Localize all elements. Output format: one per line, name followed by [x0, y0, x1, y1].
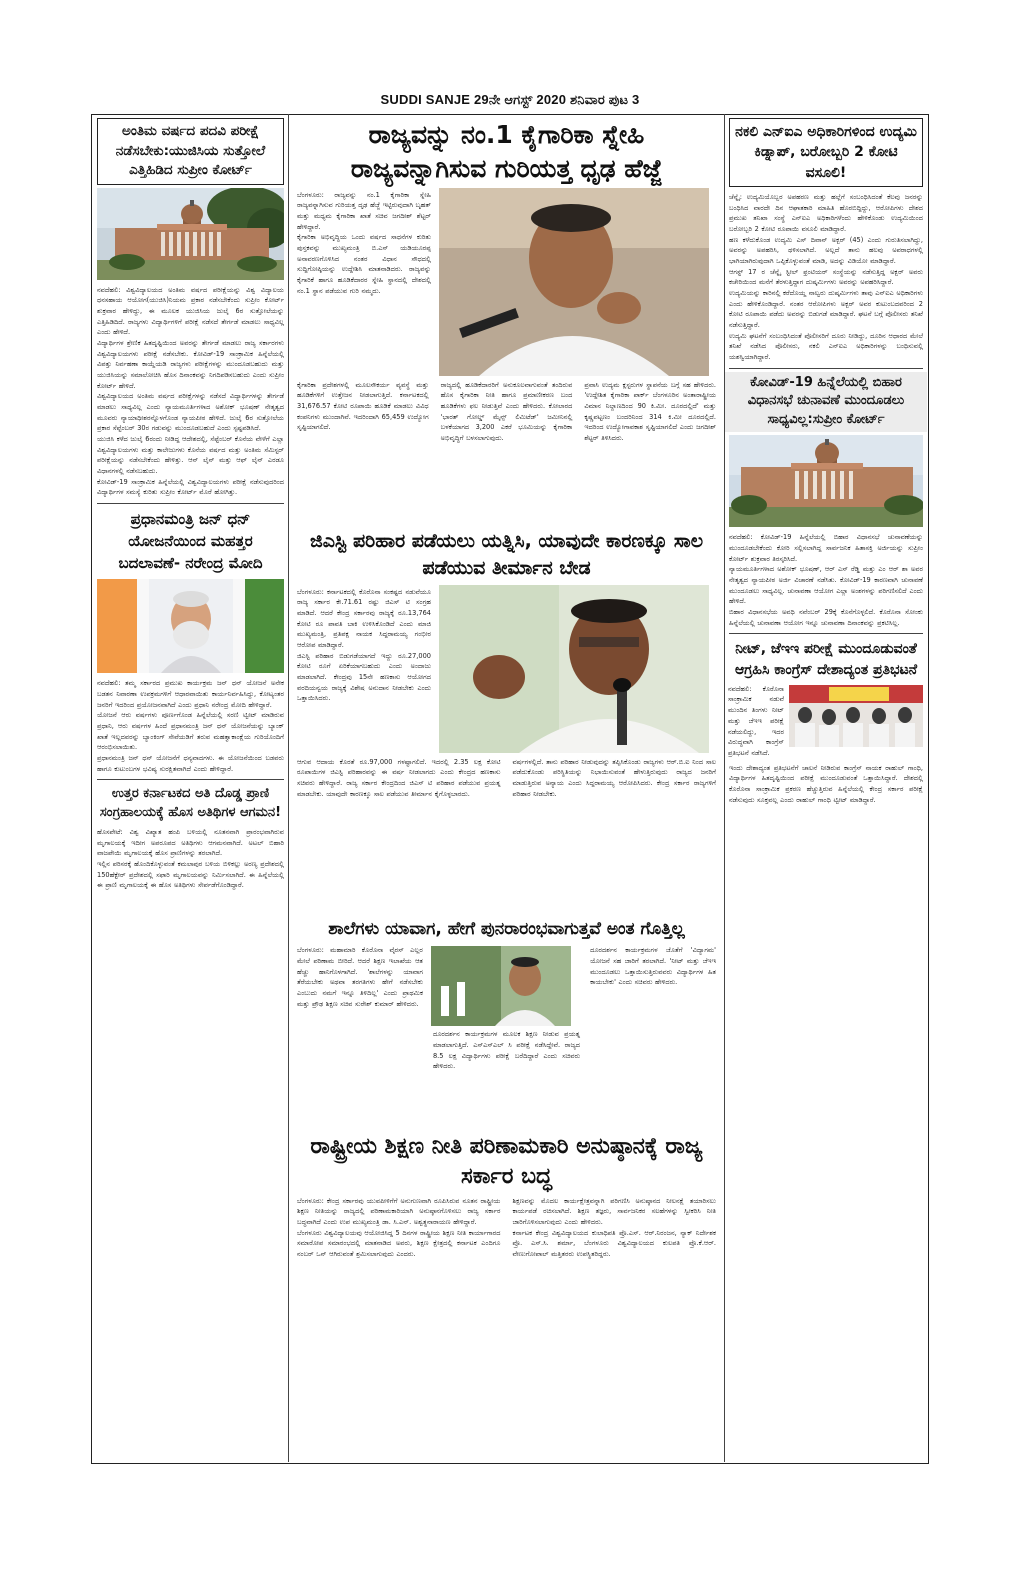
paper-name: SUDDI SANJE: [380, 92, 471, 107]
article-paragraph: ನವದೆಹಲಿ: ಕೋವಿಡ್-19 ಹಿನ್ನೆಲೆಯಲ್ಲಿ ಬಿಹಾರ ವಿಧಾನಸಭೆ ಚುನಾವಣೆಯನ್ನು ಮುಂದೂಡಬೇಕೆಂದು ಕೋರಿ ಸಲ್ಲಿಸಲಾಗಿದ್ದ ಸಾರ್ವಜನಿಕ ಹಿತಾಸಕ್ತಿ ಅರ್ಜಿಯನ್ನು ಸುಪ್ರೀಂ ಕೋರ್ಟ್ ಶುಕ್ರವಾರ ತಿರಸ್ಕರಿಸಿದೆ.: [729, 533, 923, 563]
article-paragraph: ನವದೆಹಲಿ: ತಮ್ಮ ಸರ್ಕಾರದ ಪ್ರಮುಖ ಕಾರ್ಯಕ್ರಮ ಜನ್ ಧನ್ ಯೋಜನೆ ಅನೇಕ ಬಡತನ ನಿವಾರಣಾ ಉಪಕ್ರಮಗಳಿಗೆ ಆಧಾರವಾಯಿತು ಕಾರ್ಯನಿರ್ವಹಿಸಿದ್ದು, ಕೋಟ್ಯಂತರ ಜನರಿಗೆ ಇದರಿಂದ ಪ್ರಯೋಜನವಾಗಿದೆ ಎಂದು ಪ್ರಧಾನಿ ನರೇಂದ್ರ ಮೋದಿ ಹೇಳಿದ್ದಾರೆ.: [97, 679, 284, 709]
neet-story: [725, 682, 927, 761]
suresh-kumar-photo-wrap: [431, 943, 582, 1128]
article-paragraph: ಬೆಂಗಳೂರು: ಕೇಂದ್ರ ಸರ್ಕಾರವು ಯುವಪೀಳಿಗೆಗೆ ಅನುಗುಣವಾಗಿ ರೂಪಿಸಿರುವ ನೂತನ ರಾಷ್ಟ್ರೀಯ ಶಿಕ್ಷಣ ನೀತಿಯನ್ನು ರಾಜ್ಯದಲ್ಲಿ ಪರಿಣಾಮಕಾರಿಯಾಗಿ ಅನುಷ್ಠಾನಗೊಳಿಸಲು ರಾಜ್ಯ ಸರ್ಕಾರ ಬದ್ಧವಾಗಿದೆ ಎಂದು ಉಪ ಮುಖ್ಯಮಂತ್ರಿ ಡಾ. ಸಿ.ಎನ್. ಅಶ್ವತ್ಥನಾರಾಯಣ ಹೇಳಿದ್ದಾರೆ.: [297, 1196, 501, 1226]
article-body: [93, 825, 288, 893]
story-headline: ಜಿಎಸ್ಟಿ ಪರಿಹಾರ ಪಡೆಯಲು ಯತ್ನಿಸಿ, ಯಾವುದೇ ಕಾರಣಕ್ಕೂ ಸಾಲ ಪಡೆಯುವ ತೀರ್ಮಾನ ಬೇಡ: [309, 529, 704, 580]
article-paragraph: ವರ್ಷಗಳಲ್ಲಿದೆ. ತಾನು ಪರಿಹಾರ ನೀಡುವುದನ್ನು ತಪ್ಪಿಸಿಕೊಂಡು ರಾಜ್ಯಗಳು ಆರ್.ಬಿ.ಐ ನಿಂದ ಸಾಲ ಪಡೆದುಕೊಂಡು ಪರಿಸ್ಥಿತಿಯನ್ನು ನಿಭಾಯಿಸುವಂತೆ ಹೇಳುತ್ತಿರುವುದು ರಾಜ್ಯದ ಜನರಿಗೆ ಮಾಡುತ್ತಿರುವ ಅನ್ಯಾಯ ಎಂದು ಸಿದ್ದರಾಮಯ್ಯ ಆರೋಪಿಸಿದರು. ಕೇಂದ್ರ ಸರ್ಕಾರ ರಾಜ್ಯಗಳಿಗೆ ಪರಿಹಾರ ನೀಡಬೇಕು.: [512, 757, 716, 798]
divider: [97, 779, 284, 780]
article-paragraph: ರಾಜ್ಯದಲ್ಲಿ ಹೂಡಿಕೆದಾರರಿಗೆ ಅನುಕೂಲವಾಗುವಂತೆ ತಂದಿರುವ ಹೊಸ ಕೈಗಾರಿಕಾ ನೀತಿ ಹಾಗೂ ಪ್ರಮಾಣೀಕರಣ ಬಂದ ಹೂಡಿಕೆಗಳು ಫಲ ನೀಡುತ್ತಿವೆ ಎಂದು ಹೇಳಿದರು. ಕೋಲಾರದ 'ಭಾರತ್ ಗೋಲ್ಡ್ ಮೈನ್ಸ್ ಲಿಮಿಟೆಡ್' ಜಮೀನಿನಲ್ಲಿ ಬಳಕೆಯಾಗದ 3,200 ಎಕರೆ ಭೂಮಿಯನ್ನು ಕೈಗಾರಿಕಾ ಅಭಿವೃದ್ಧಿಗೆ ಬಳಸಲಾಗುವುದು.: [440, 380, 573, 442]
article-paragraph: ಶಿಕ್ಷಣವನ್ನು ಮೊದಲ ಕಾರ್ಯಕ್ಷೇತ್ರವನ್ನಾಗಿ ಪರಿಗಣಿಸಿ ಅನುಷ್ಠಾನದ ನೀಲನಕ್ಷೆ ತಯಾರಿಸಲು ಕಾರ್ಯಪಡೆ ರಚಿಸಲಾಗಿದೆ. ಶಿಕ್ಷಣ ತಜ್ಞರು, ಸಾರ್ವಜನಿಕರ ಸಲಹೆಗಳನ್ನು ಸ್ವೀಕರಿಸಿ ನೀತಿ ಜಾರಿಗೊಳಿಸಲಾಗುವುದು ಎಂದು ಹೇಳಿದರು.: [512, 1196, 716, 1226]
article-body: [725, 761, 927, 808]
siddaramaiah-photo: [439, 585, 709, 753]
middle-column: [291, 114, 722, 1462]
suresh-kumar-photo: [431, 946, 582, 1026]
article-paragraph: ಇಲ್ಲಿನ ಪರಿಸರಕ್ಕೆ ಹೊಂದಿಕೊಳ್ಳುವಂತೆ ಕಮಲಾಪುರ ಬಳಿಯ ಬಿಳಿಕಲ್ಲು ಅರಣ್ಯ ಪ್ರದೇಶದಲ್ಲಿ 150ಹೆಕ್ಟೇರ್ ಪ್ರದೇಶದಲ್ಲಿ ಸಫಾರಿ ಮೃಗಾಲಯವನ್ನು ನಿರ್ಮಿಸಲಾಗಿದೆ. ಈ ಹಿನ್ನೆಲೆಯಲ್ಲಿ ಈ ಪ್ರಾಣಿ ಮೃಗಾಲಯಕ್ಕೆ ಈ ಹೊಸ ಅತಿಥಿಗಳು ಸೇರ್ಪಡೆಗೊಂಡಿದ್ದಾರೆ.: [97, 860, 284, 890]
article-body: [293, 1194, 505, 1262]
story-headline: ರಾಷ್ಟ್ರೀಯ ಶಿಕ್ಷಣ ನೀತಿ ಪರಿಣಾಮಕಾರಿ ಅನುಷ್ಠಾನಕ್ಕೆ ರಾಜ್ಯ ಸರ್ಕಾರ ಬದ್ಧ: [310, 1134, 703, 1189]
article-body: [580, 378, 720, 526]
article-paragraph: ಕೈಗಾರಿಕಾ ಅಭಿವೃದ್ಧಿಯ ಒಂದು ವರ್ಷದ ಸಾಧನೆಗಳ ಕುರಿತು ಪುಸ್ತಕವನ್ನು ಮುಖ್ಯಮಂತ್ರಿ ಬಿ.ಎಸ್ ಯಡಿಯೂರಪ್ಪ ಅನಾವರಣಗೊಳಿಸಿದ ನಂತರ ವಿಧಾನ ಸೌಧದಲ್ಲಿ ಸುದ್ದಿಗೋಷ್ಠಿಯನ್ನು ಉದ್ದೇಶಿಸಿ ಮಾತನಾಡಿದರು. ರಾಜ್ಯವನ್ನು ಕೈಗಾರಿಕೆ ಹಾಗೂ ಹೂಡಿಕೆದಾರರ ಸ್ನೇಹಿ ಸ್ಥಾನದಲ್ಲಿ ದೇಶದಲ್ಲಿ ನಂ.1 ಸ್ಥಾನ ಪಡೆಯುವ ಗುರಿ ನಮ್ಮದು.: [297, 233, 431, 295]
article-body: [93, 283, 288, 500]
right-column: [724, 114, 927, 1462]
schools-story: [291, 943, 722, 1128]
story-headline: ನೀಟ್, ಜೆಇಇ ಪರೀಕ್ಷೆ ಮುಂದೂಡುವಂತೆ ಆಗ್ರಹಿಸಿ ಕಾಂಗ್ರೆಸ್ ದೇಶಾದ್ಯಂತ ಪ್ರತಿಭಟನೆ: [734, 641, 918, 678]
protest-photo-icon: [789, 685, 923, 747]
divider: [729, 368, 923, 369]
article-paragraph: ಉದ್ಯಮಿಯನ್ನು ಕಾರಿನಲ್ಲಿ ಕರೆದೊಯ್ದ ನಾಲ್ವರು ದುಷ್ಕರ್ಮಿಗಳು ತಾವು ಎನ್ಐಎ ಅಧಿಕಾರಿಗಳು ಎಂದು ಹೇಳಿಕೊಂಡಿದ್ದಾರೆ. ನಂತರ ಆರೋಪಿಗಳು ಅಕ್ಬರ್ ಅವರ ಕುಟುಂಬದವರಿಂದ 2 ಕೋಟಿ ರೂಪಾಯಿ ಪಡೆದು ಅವರನ್ನು ಬಿಡುಗಡೆ ಮಾಡಿದ್ದಾರೆ. ಘಟನೆ ಬಗ್ಗೆ ಪೊಲೀಸರು ತನಿಖೆ ನಡೆಸುತ್ತಿದ್ದಾರೆ.: [729, 288, 923, 329]
article-paragraph: ಕೋವಿಡ್-19 ಸಾಂಕ್ರಾಮಿಕ ಹಿನ್ನೆಲೆಯಲ್ಲಿ ವಿಶ್ವವಿದ್ಯಾಲಯಗಳು ಪರೀಕ್ಷೆ ನಡೆಸುವುದರಿಂದ ವಿದ್ಯಾರ್ಥಿಗಳ ಸಮಸ್ಯೆ ಕುರಿತು ಸುಪ್ರೀಂ ಕೋರ್ಟ್ ಮೊರೆ ಹೋಗಿತ್ತು.: [97, 477, 284, 497]
article-paragraph: ಇಂದು ದೇಶಾದ್ಯಂತ ಪ್ರತಿಭಟನೆಗೆ ಚಾಲನೆ ನೀಡಿರುವ ಕಾಂಗ್ರೆಸ್ ನಾಯಕ ರಾಹುಲ್ ಗಾಂಧಿ, ವಿದ್ಯಾರ್ಥಿಗಳ ಹಿತದೃಷ್ಟಿಯಿಂದ ಪರೀಕ್ಷೆ ಮುಂದೂಡುವಂತೆ ಒತ್ತಾಯಿಸಿದ್ದಾರೆ. ದೇಶದಲ್ಲಿ ಕೊರೊನಾ ಸಾಂಕ್ರಾಮಿಕ ಪ್ರಕರಣ ಹೆಚ್ಚುತ್ತಿರುವ ಹಿನ್ನೆಲೆಯಲ್ಲಿ ಕೇಂದ್ರ ಸರ್ಕಾರ ಪರೀಕ್ಷೆ ನಡೆಸುವುದು ಸೂಕ್ತವಲ್ಲ ಎಂದು ರಾಹುಲ್ ಗಾಂಧಿ ಟ್ವೀಟ್ ಮಾಡಿದ್ದಾರೆ.: [729, 763, 923, 804]
article-body: [437, 378, 577, 526]
shettar-photo: [439, 188, 709, 376]
supreme-court-building-icon: [729, 435, 923, 527]
left-column: [93, 114, 289, 1462]
article-paragraph: ಯೋಜನೆ ಆರು ವರ್ಷಗಳು ಪೂರ್ಣಗೊಂಡ ಹಿನ್ನೆಲೆಯಲ್ಲಿ ಸರಣಿ ಟ್ವೀಟ್ ಮಾಡಿರುವ ಪ್ರಧಾನಿ, ಆರು ವರ್ಷಗಳ ಹಿಂದೆ ಪ್ರಧಾನಮಂತ್ರಿ ಜನ್ ಧನ್ ಯೋಜನೆಯನ್ನು ಬ್ಯಾಂಕ್ ಖಾತೆ ಇಲ್ಲದವರನ್ನು ಬ್ಯಾಂಕಿಂಗ್ ಸೇವೆಯಡಿಗೆ ತರುವ ಮಹತ್ವಾಕಾಂಕ್ಷೆಯ ಗುರಿಯೊಂದಿಗೆ ಆರಂಭಿಸಲಾಯಿತು.: [97, 711, 284, 752]
modi-portrait-icon: [97, 579, 284, 673]
article-paragraph: ಆಗುವ ಆದಾಯ ಕೊರತೆ ರೂ.97,000 ಗಳಷ್ಟಾಗಲಿದೆ. ಇದರಲ್ಲಿ 2.35 ಲಕ್ಷ ಕೋಟಿ ರೂಪಾಯಿಗಳ ಜಿಎಸ್ಟಿ ಪರಿಹಾರವನ್ನು ಈ ವರ್ಷ ನೀಡಲಾಗದು ಎಂದು ಕೇಂದ್ರದ ಹಣಕಾಸು ಸಚಿವರು ಹೇಳಿದ್ದಾರೆ. ರಾಜ್ಯ ಸರ್ಕಾರ ಕೇಂದ್ರದಿಂದ ಜಿಎಸ್ ಟಿ ಪರಿಹಾರ ಪಡೆಯುವ ಪ್ರಯತ್ನ ಮಾಡಬೇಕು. ಯಾವುದೇ ಕಾರಣಕ್ಕೂ ಸಾಲ ಪಡೆಯುವ ತೀರ್ಮಾನ ಕೈಗೊಳ್ಳಬಾರದು.: [297, 757, 501, 798]
article-paragraph: ಉದ್ಯಮಿ ಘಟನೆಗೆ ಸಂಬಂಧಿಸಿದಂತೆ ಪೊಲೀಸರಿಗೆ ದೂರು ನೀಡಿದ್ದು, ದೂರಿನ ಆಧಾರದ ಮೇಲೆ ತನಿಖೆ ನಡೆಸಿದ ಪೊಲೀಸರು, ನಕಲಿ ಎನ್ಐಎ ಅಧಿಕಾರಿಗಳನ್ನು ಬಂಧಿಸುವಲ್ಲಿ ಯಶಸ್ವಿಯಾಗಿದ್ದಾರೆ.: [729, 331, 923, 361]
article-paragraph: ಬೆಂಗಳೂರು: ಮಹಾಮಾರಿ ಕೊರೊನಾ ವೈರಸ್ ಎಲ್ಲರ ಮೇಲೆ ಪರಿಣಾಮ ಬೀರಿದೆ. ಆದರೆ ಶಿಕ್ಷಣ ಇಲಾಖೆಯ ಆತ ಹೆಚ್ಚು ಹಾನಿಗೊಳಗಾಗಿದೆ. 'ಶಾಲೆಗಳನ್ನು ಯಾವಾಗ ತೆರೆಯಬೇಕು ಅಥವಾ ತರಗತಿಗಳು ಹೇಗೆ ನಡೆಸಬೇಕು ಎಂಬುದು ನಮಗೆ ಇನ್ನೂ ತಿಳಿದಿಲ್ಲ' ಎಂದು ಪ್ರಾಥಮಿಕ ಮತ್ತು ಪ್ರೌಢ ಶಿಕ್ಷಣ ಸಚಿವ ಸುರೇಶ್ ಕುಮಾರ್ ಹೇಳಿದರು.: [297, 946, 423, 1008]
article-body: [93, 676, 288, 776]
article-paragraph: ಆಗಸ್ಟ್ 17 ರ ಚೆನ್ನೈ ಸ್ಟೀಲ್ ಫ್ರಂಟಿಯರ್ ಸಂಸ್ಥೆಯನ್ನು ನಡೆಸುತ್ತಿದ್ದ ಅಕ್ಬರ್ ಅವರು ಕಚೇರಿಯಿಂದ ಮನೆಗೆ ತೆರಳುತ್ತಿದ್ದಾಗ ದುಷ್ಕರ್ಮಿಗಳು ಅವರನ್ನು ಅಪಹರಿಸಿದ್ದಾರೆ.: [729, 267, 923, 287]
protest-photo: [789, 685, 923, 747]
article-paragraph: ಬಿಹಾರ ವಿಧಾನಸಭೆಯ ಅವಧಿ ನವೆಂಬರ್ 29ಕ್ಕೆ ಕೊನೆಗೊಳ್ಳಲಿದೆ. ಕೊರೊನಾ ಸೋಂಕು ಹಿನ್ನೆಲೆಯಲ್ಲಿ ಚುನಾವಣಾ ಆಯೋಗ ಇನ್ನೂ ಚುನಾವಣಾ ದಿನಾಂಕವನ್ನು ಪ್ರಕಟಿಸಿಲ್ಲ.: [729, 607, 923, 627]
story-headline: ಕೋವಿಡ್-19 ಹಿನ್ನೆಲೆಯಲ್ಲಿ ಬಿಹಾರ ವಿಧಾನಸಭೆ ಚುನಾವಣೆ ಮುಂದೂಡಲು ಸಾಧ್ಯವಿಲ್ಲ:ಸುಪ್ರೀಂ ಕೋರ್ಟ್: [725, 372, 927, 433]
gst-story-continued: [291, 755, 722, 915]
modi-photo: [97, 579, 284, 673]
article-paragraph: ಕರ್ನಾಟಕ ಕೇಂದ್ರ ವಿಶ್ವವಿದ್ಯಾಲಯದ ಕುಲಾಧಿಪತಿ ಪ್ರೊ.ಎಸ್. ಆರ್.ನಿರಂಜನ, ನ್ಯಾಕ್ ನಿರ್ದೇಶಕ ಪ್ರೊ. ಎಸ್.ಸಿ. ಶರ್ಮಾ, ಬೆಂಗಳೂರು ವಿಶ್ವವಿದ್ಯಾಲಯದ ಕುಲಪತಿ ಪ್ರೊ.ಕೆ.ಆರ್. ವೇಣುಗೋಪಾಲ್ ಮತ್ತಿತರರು ಉಪಸ್ಥಿತರಿದ್ದರು.: [512, 1228, 716, 1258]
article-body: [509, 755, 721, 915]
supreme-court-photo: [97, 188, 284, 280]
story-headline: ಪ್ರಧಾನಮಂತ್ರಿ ಜನ್ ಧನ್ ಯೋಜನೆಯಿಂದ ಮಹತ್ತರ ಬದಲಾವಣೆ- ನರೇಂದ್ರ ಮೋದಿ: [118, 510, 263, 572]
gst-story: [291, 585, 722, 755]
article-paragraph: ಕೈಗಾರಿಕಾ ಪ್ರದೇಶಗಳಲ್ಲಿ ಮೂಲಸೌಕರ್ಯ ವ್ಯವಸ್ಥೆ ಮತ್ತು ಹೂಡಿಕೆಗಳಿಗೆ ಉತ್ತೇಜನ ನೀಡಲಾಗುತ್ತಿದೆ. ಕರ್ನಾಟಕದಲ್ಲಿ 31,676.57 ಕೋಟಿ ರೂಪಾಯಿ ಹೂಡಿಕೆ ಮಾಡಲು ವಿವಿಧ ಕಂಪನಿಗಳು ಮುಂದಾಗಿವೆ. ಇದರಿಂದಾಗಿ 65,459 ಉದ್ಯೋಗ ಸೃಷ್ಟಿಯಾಗಲಿದೆ.: [297, 380, 429, 432]
article-paragraph: ಹಣ ಕಳೆದುಕೊಂಡ ಉದ್ಯಮಿ ಎಸ್ ದಿವಾನ್ ಅಕ್ಬರ್ (45) ಎಂದು ಗುರುತಿಸಲಾಗಿದ್ದು, ಅವರನ್ನು ಅಪಹರಿಸಿ, ಥಳಿಸಲಾಗಿದೆ. ಅಲ್ಲದೆ ತಾನು ಹಲವು ಅಪರಾಧಗಳಲ್ಲಿ ಭಾಗಿಯಾಗಿರುವುದಾಗಿ ಒಪ್ಪಿಕೊಳ್ಳುವಂತೆ ಮಾಡಿ, ಅದನ್ನು ವಿಡಿಯೋ ಮಾಡಿದ್ದಾರೆ.: [729, 235, 923, 265]
page-header: [0, 92, 1020, 114]
article-body: [431, 1029, 582, 1072]
suresh-kumar-portrait-icon: [431, 946, 571, 1026]
story-headline: ನಕಲಿ ಎನ್ಐಎ ಅಧಿಕಾರಿಗಳಿಂದ ಉದ್ಯಮಿ ಕಿಡ್ನಾಪ್, ಬರೋಬ್ಬರಿ 2 ಕೋಟಿ ವಸೂಲಿ!: [729, 118, 923, 187]
article-paragraph: ಪ್ರವಾಸಿ ಉದ್ಯಮ ಕ್ಲಸ್ಟರುಗಳ ಸ್ಥಾಪನೆಯ ಬಗ್ಗೆ ಸಹ ಹೇಳಿದರು. 'ಉದ್ದೇಶಿತ ಕೈಗಾರಿಕಾ ಪಾರ್ಕ್ ಬೆಂಗಳೂರಿನ ಅಂತಾರಾಷ್ಟ್ರೀಯ ವಿಮಾನ ನಿಲ್ದಾಣದಿಂದ 90 ಕಿ.ಮೀ. ದೂರದಲ್ಲಿದೆ' ಮತ್ತು ಕೃಷ್ಣಪಟ್ಟಣಂ ಬಂದರಿನಿಂದ 314 ಕಿ.ಮೀ ದೂರದಲ್ಲಿದೆ. ಇದರಿಂದ ಉದ್ಯೋಗಾವಕಾಶ ಸೃಷ್ಟಿಯಾಗಲಿದೆ ಎಂದು ಜಗದೀಶ್ ಶೆಟ್ಟರ್ ತಿಳಿಸಿದರು.: [584, 380, 717, 442]
divider: [729, 633, 923, 634]
story-headline: ಉತ್ತರ ಕರ್ನಾಟಕದ ಅತಿ ದೊಡ್ಡ ಪ್ರಾಣಿ ಸಂಗ್ರಹಾಲಯಕ್ಕೆ ಹೊಸ ಅತಿಥಿಗಳ ಆಗಮನ!: [99, 786, 282, 821]
article-body: [293, 188, 435, 378]
article-body: [586, 943, 720, 1128]
article-paragraph: ವಿಶ್ವವಿದ್ಯಾಲಯದ ಅಂತಿಮ ವರ್ಷದ ಪರೀಕ್ಷೆಗಳನ್ನು ನಡೆಸದೆ ವಿದ್ಯಾರ್ಥಿಗಳನ್ನು ತೇರ್ಗಡೆ ಮಾಡಲು ಸಾಧ್ಯವಿಲ್ಲ ಎಂದು ನ್ಯಾಯಮೂರ್ತಿಗಳಾದ ಅಶೋಕ್ ಭೂಷಣ್ ನೇತೃತ್ವದ ಮೂವರು ನ್ಯಾಯಾಧೀಶರನ್ನೊಳಗೊಂಡ ನ್ಯಾಯಪೀಠ ಹೇಳಿದೆ. ಜುಲೈ 6ರ ಸುತ್ತೋಲೆಯ ಪ್ರಕಾರ ಸೆಪ್ಟೆಂಬರ್ 30ರ ಗಡುವನ್ನು ಮುಂದೂಡಬಹುದೆ ಎಂದು ಸ್ಪಷ್ಟಪಡಿಸಿದೆ.: [97, 392, 284, 433]
article-body: [725, 530, 927, 630]
education-policy-story: [291, 1194, 722, 1262]
article-body: [727, 682, 785, 761]
story-headline: ಶಾಲೆಗಳು ಯಾವಾಗ, ಹೇಗೆ ಪುನರಾರಂಭವಾಗುತ್ತವೆ ಅಂತ ಗೊತ್ತಿಲ್ಲ: [328, 918, 685, 939]
supreme-court-photo-right: [729, 435, 923, 527]
article-paragraph: ಬೆಂಗಳೂರು ವಿಶ್ವವಿದ್ಯಾಲಯವು ಆಯೋಜಿಸಿದ್ದ 5 ದಿನಗಳ ರಾಷ್ಟ್ರೀಯ ಶಿಕ್ಷಣ ನೀತಿ ಕಾರ್ಯಾಗಾರದ ಸಮಾರೋಪ ಸಮಾರಂಭದಲ್ಲಿ ಮಾತನಾಡಿದ ಅವರು, ಶಿಕ್ಷಣ ಕ್ಷೇತ್ರದಲ್ಲಿ ಕರ್ನಾಟಕ ಎಂದಿಗೂ ನಂಬರ್ ಒನ್ ಆಗಿರುವಂತೆ ಶ್ರಮಿಸಲಾಗುವುದು ಎಂದರು.: [297, 1228, 501, 1258]
article-body: [293, 755, 505, 915]
article-paragraph: ಬೆಂಗಳೂರು: ಕರ್ನಾಟಕದಲ್ಲಿ ಕೊರೊನಾ ಸಂಕಷ್ಟದ ನಡುವೆಯೂ ರಾಜ್ಯ ಸರ್ಕಾರ ಕೇ.71.61 ರಷ್ಟು ಜಿಎಸ್ ಟಿ ಸಂಗ್ರಹ ಮಾಡಿದೆ. ಆದರೆ ಕೇಂದ್ರ ಸರ್ಕಾರವು ರಾಜ್ಯಕ್ಕೆ ರೂ.13,764 ಕೋಟಿ ರೂ ಪಾವತಿ ಬಾಕಿ ಉಳಿಸಿಕೊಂಡಿದೆ ಎಂದು ಮಾಜಿ ಮುಖ್ಯಮಂತ್ರಿ, ಪ್ರತಿಪಕ್ಷ ನಾಯಕ ಸಿದ್ದರಾಮಯ್ಯ ಗಂಭೀರ ಆರೋಪ ಮಾಡಿದ್ದಾರೆ.: [297, 587, 431, 649]
article-paragraph: ಬೆಂಗಳೂರು: ರಾಜ್ಯವನ್ನು ನಂ.1 ಕೈಗಾರಿಕಾ ಸ್ನೇಹಿ ರಾಜ್ಯವನ್ನಾಗಿಸುವ ಗುರಿಯತ್ತ ದೃಢ ಹೆಜ್ಜೆ ಇಟ್ಟಿರುವುದಾಗಿ ಬೃಹತ್ ಮತ್ತು ಮಧ್ಯಮ ಕೈಗಾರಿಕಾ ಖಾತೆ ಸಚಿವ ಜಗದೀಶ್ ಶೆಟ್ಟರ್ ಹೇಳಿದ್ದಾರೆ.: [297, 190, 431, 231]
article-paragraph: ದೂರದರ್ಶನ ಕಾರ್ಯಕ್ರಮಗಳ ಮೂಲಕ ಶಿಕ್ಷಣ ನೀಡುವ ಪ್ರಯತ್ನ ಮಾಡಲಾಗುತ್ತಿದೆ. ಎಸ್ಎಸ್ಎಲ್ ಸಿ ಪರೀಕ್ಷೆ ನಡೆಸಿದ್ದೇವೆ. ರಾಜ್ಯದ 8.5 ಲಕ್ಷ ವಿದ್ಯಾರ್ಥಿಗಳು ಪರೀಕ್ಷೆ ಬರೆದಿದ್ದಾರೆ ಎಂದು ಸಚಿವರು ಹೇಳಿದರು.: [432, 1030, 581, 1071]
shettar-portrait-icon: [439, 188, 709, 376]
lead-story: [291, 188, 722, 378]
article-body: [725, 190, 927, 365]
date-line: 29ನೇ ಆಗಸ್ಟ್ 2020 ಶನಿವಾರ ಪುಟ 3: [473, 92, 640, 107]
story-headline: ಅಂತಿಮ ವರ್ಷದ ಪದವಿ ಪರೀಕ್ಷೆ ನಡೆಸಬೇಕು:ಯುಜಿಸಿಯ ಸುತ್ತೋಲೆ ಎತ್ತಿಹಿಡಿದ ಸುಪ್ರೀಂ ಕೋರ್ಟ್: [97, 118, 284, 185]
supreme-court-building-icon: [97, 188, 284, 280]
article-body: [293, 585, 435, 755]
article-paragraph: ನವದೆಹಲಿ: ವಿಶ್ವವಿದ್ಯಾಲಯದ ಅಂತಿಮ ವರ್ಷದ ಪರೀಕ್ಷೆಯನ್ನು ವಿಶ್ವ ವಿದ್ಯಾಲಯ ಧನಸಹಾಯ ಆಯೋಗ(ಯುಜಿಸಿ)ನಿಯಮ ಪ್ರಕಾರ ನಡೆಸಬೇಕೆಂದು ಸುಪ್ರೀಂ ಕೋರ್ಟ್ ಶುಕ್ರವಾರ ಹೇಳಿದ್ದು, ಈ ಮೂಲಕ ಯುಜಿಸಿಯ ಜುಲೈ 6ರ ಸುತ್ತೋಲೆಯನ್ನು ಎತ್ತಿಹಿಡಿದಿದೆ. ರಾಜ್ಯಗಳು ವಿದ್ಯಾರ್ಥಿಗಳಿಗೆ ಪರೀಕ್ಷೆ ನಡೆಸದೆ ತೇರ್ಗಡೆ ಮಾಡಲು ಸಾಧ್ಯವಿಲ್ಲ ಎಂದು ಹೇಳಿದೆ.: [97, 285, 284, 337]
divider: [97, 503, 284, 504]
article-paragraph: ಚೆನ್ನೈ: ಉದ್ಯಮಿಯೊಬ್ಬರ ಅಪಹರಣ ಮತ್ತು ಹಲ್ಲೆಗೆ ಸಂಬಂಧಿಸಿದಂತೆ ಕೆಲವು ಜನರನ್ನು ಬಂಧಿಸಿದ ವಾರದೇ ದಿನ ಆಘಾತಕಾರಿ ಮಾಹಿತಿ ಹೊರಬಿದ್ದಿದ್ದು, ಆರೋಪಿಗಳು ದೇಶದ ಪ್ರಮುಖ ತನಿಖಾ ಸಂಸ್ಥೆ ಎನ್ಐಎ ಅಧಿಕಾರಿಗಳೆಂದು ಹೇಳಿಕೊಂಡು ಉದ್ಯಮಿಯಿಂದ ಬರೋಬ್ಬರಿ 2 ಕೋಟಿ ರೂಪಾಯಿ ವಸೂಲಿ ಮಾಡಿದ್ದಾರೆ.: [729, 192, 923, 233]
article-body: [293, 943, 427, 1128]
siddaramaiah-portrait-icon: [439, 585, 709, 753]
article-paragraph: ನವದೆಹಲಿ: ಕೊರೊನಾ ಸಾಂಕ್ರಾಮಿಕ ನಡುವೆ ಮುಂದಿನ ತಿಂಗಳು ನೀಟ್ ಮತ್ತು ಜೆಇಇ ಪರೀಕ್ಷೆ ನಡೆಯಲಿದ್ದು, ಇದರ ವಿರುದ್ಧವಾಗಿ ಕಾಂಗ್ರೆಸ್ ಪ್ರತಿಭಟನೆ ನಡೆಸಿದೆ.: [728, 684, 784, 757]
article-paragraph: ನ್ಯಾಯಮೂರ್ತಿಗಳಾದ ಅಶೋಕ್ ಭೂಷಣ್, ಆರ್ ಎಸ್ ರೆಡ್ಡಿ ಮತ್ತು ಎಂ ಆರ್ ಶಾ ಅವರ ನೇತೃತ್ವದ ನ್ಯಾಯಪೀಠ ಅರ್ಜಿ ವಿಚಾರಣೆ ನಡೆಸಿತು. ಕೋವಿಡ್-19 ಕಾರಣವಾಗಿ ಚುನಾವಣೆ ಮುಂದೂಡಲು ಸಾಧ್ಯವಿಲ್ಲ. ಚುನಾವಣಾ ಆಯೋಗ ಎಲ್ಲಾ ಅಂಶಗಳನ್ನು ಪರಿಗಣಿಸಲಿದೆ ಎಂದು ಹೇಳಿದೆ.: [729, 565, 923, 606]
article-paragraph: ಯುಜಿಸಿ ಕಳೆದ ಜುಲೈ 6ರಂದು ನೀಡಿದ್ದ ಆದೇಶದಲ್ಲಿ, ಸೆಪ್ಟೆಂಬರ್ ಕೊನೆಯ ವೇಳೆಗೆ ಎಲ್ಲಾ ವಿಶ್ವವಿದ್ಯಾಲಯಗಳು ಮತ್ತು ಕಾಲೇಜುಗಳು ಕೊನೆಯ ವರ್ಷದ ಮತ್ತು ಅಂತಿಮ ಸೆಮಿಸ್ಟರ್ ಪರೀಕ್ಷೆಯನ್ನು ನಡೆಸಬೇಕೆಂದು ಹೇಳಿತ್ತು. ಆನ್ ಲೈನ್ ಮತ್ತು ಆಫ್ ಲೈನ್ ಎರಡೂ ವಿಧಾನಗಳಲ್ಲಿ ನಡೆಸಬಹುದು.: [97, 435, 284, 476]
article-body: [293, 378, 433, 526]
article-paragraph: ಹೊಸಪೇಟೆ: ವಿಶ್ವ ವಿಖ್ಯಾತ ಹಂಪಿ ಬಳಿಯಲ್ಲಿ ನೂತನವಾಗಿ ಪ್ರಾರಂಭವಾಗಿರುವ ಮೃಗಾಲಯಕ್ಕೆ ಇದೀಗ ಅಪರೂಪದ ಅತಿಥಿಗಳು ಆಗಮನವಾಗಿದೆ. ಅಟಲ್ ಬಿಹಾರಿ ವಾಜಪೇಯಿ ಮೃಗಾಲಯಕ್ಕೆ ಹೊಸ ಪ್ರಾಣಿಗಳನ್ನು ತರಲಾಗಿದೆ.: [97, 828, 284, 858]
article-paragraph: ಪ್ರಧಾನಮಂತ್ರಿ ಜನ್ ಧನ್ ಯೋಜನೆಗೆ ಧನ್ಯವಾದಗಳು. ಈ ಯೋಜನೆಯಿಂದ ಬಡವರು ಹಾಗೂ ಕುಟುಂಬಗಳ ಭವಿಷ್ಯ ಸುರಕ್ಷಿತವಾಗಿದೆ ಎಂದು ಹೇಳಿದ್ದಾರೆ.: [97, 754, 284, 773]
lead-headline: ರಾಜ್ಯವನ್ನು ನಂ.1 ಕೈಗಾರಿಕಾ ಸ್ನೇಹಿ ರಾಜ್ಯವನ್ನಾಗಿಸುವ ಗುರಿಯತ್ತ ಧೃಢ ಹೆಜ್ಜೆ: [350, 120, 663, 183]
article-paragraph: ದೂರದರ್ಶನ ಕಾರ್ಯಕ್ರಮಗಳ ಜೊತೆಗೆ 'ವಿದ್ಯಾಗಮ' ಯೋಜನೆ ಸಹ ಜಾರಿಗೆ ತರಲಾಗಿದೆ. 'ನೀಟ್ ಮತ್ತು ಜೆಇಇ ಮುಂದೂಡಲು ಒತ್ತಾಯಿಸುತ್ತಿರುವವರು ವಿದ್ಯಾರ್ಥಿಗಳ ಹಿತ ಕಾಯಬೇಕು' ಎಂದು ಸಚಿವರು ಹೇಳಿದರು.: [590, 946, 716, 987]
article-body: [509, 1194, 721, 1262]
article-paragraph: ವಿದ್ಯಾರ್ಥಿಗಳ ಶ್ರೇಣಿಕ ಹಿತದೃಷ್ಟಿಯಿಂದ ಅವರನ್ನು ತೇರ್ಗಡೆ ಮಾಡಲು ರಾಜ್ಯ ಸರ್ಕಾರಗಳು ವಿಶ್ವವಿದ್ಯಾಲಯಗಳು ಪರೀಕ್ಷೆ ನಡೆಸಬೇಕು. ಕೋವಿಡ್-19 ಸಾಂಕ್ರಾಮಿಕ ಹಿನ್ನೆಲೆಯಲ್ಲಿ ವಿಪತ್ತು ನಿರ್ವಹಣಾ ಕಾಯ್ದೆಯಡಿ ರಾಜ್ಯಗಳು ಪರೀಕ್ಷೆಗಳನ್ನು ಮುಂದೂಡಬಹುದು ಮತ್ತು ಯುಜಿಸಿಯನ್ನು ಸಮಾಲೋಚಿಸಿ ಹೊಸ ದಿನಾಂಕವನ್ನು ನಿಗದಿಪಡಿಸಬಹುದು ಎಂದು ಸುಪ್ರೀಂ ಕೋರ್ಟ್ ಹೇಳಿದೆ.: [97, 339, 284, 390]
article-paragraph: ಜಿಎಸ್ಟಿ ಪರಿಹಾರ ಬಿಡುಗಡೆಯಾಗದೆ ಇದ್ದು ರೂ.27,000 ಕೋಟಿ ರೂಗೆ ಏರಿಕೆಯಾಗಬಹುದು ಎಂದು ಅಂದಾಜು ಮಾಡಲಾಗಿದೆ. ಕೇಂದ್ರವು 15ನೇ ಹಣಕಾಸು ಆಯೋಗದ ವರದಿಯನ್ವಯ ರಾಜ್ಯಕ್ಕೆ ವಿಶೇಷ ಅನುದಾನ ನೀಡಬೇಕು ಎಂದು ಒತ್ತಾಯಿಸಿದರು.: [297, 651, 431, 703]
lead-story-continued: [291, 378, 722, 526]
